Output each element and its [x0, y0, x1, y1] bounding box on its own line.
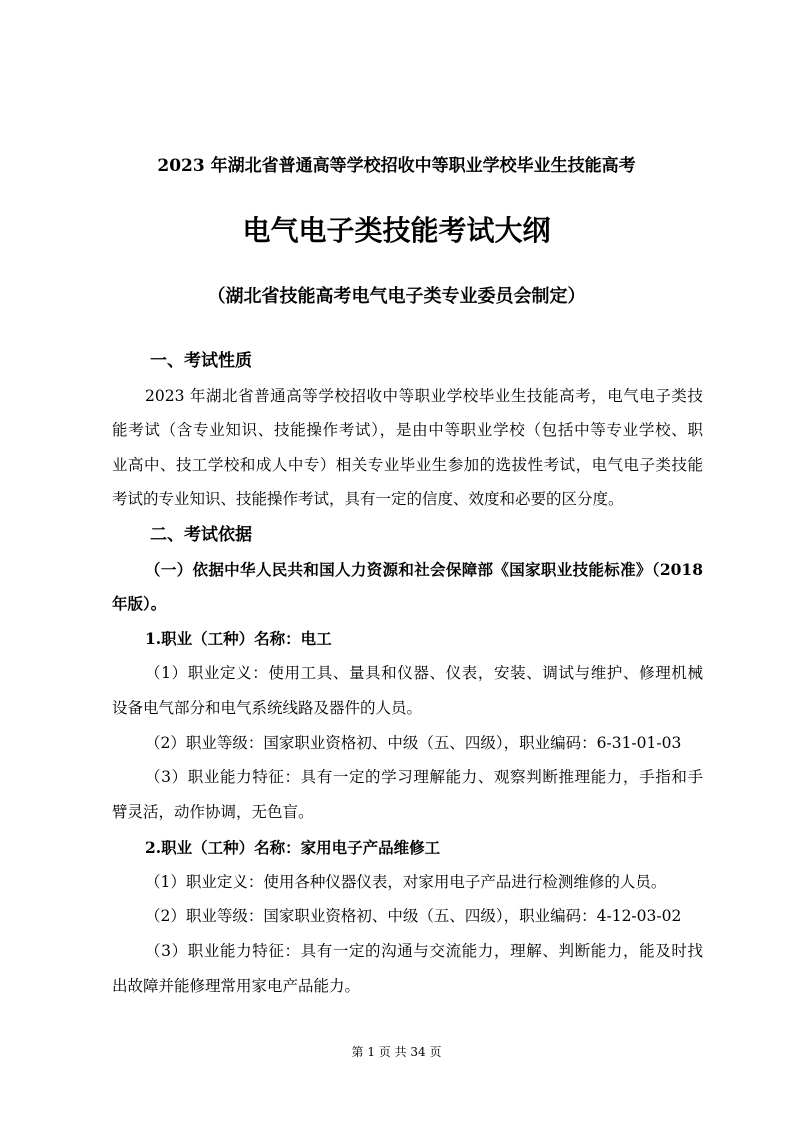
job1-ability: （3）职业能力特征：具有一定的学习理解能力、观察判断推理能力，手指和手 — [145, 768, 703, 786]
job2-ability: 出故障并能修理常用家电产品能力。 — [112, 977, 361, 995]
basis-line: 年版）。 — [112, 594, 167, 613]
job1-definition: （1）职业定义：使用工具、量具和仪器、仪表，安装、调试与维护、修理机械 — [145, 664, 703, 682]
document-subtitle: （湖北省技能高考电气电子类专业委员会制定） — [207, 286, 586, 307]
paragraph-line: 2023 年湖北省普通高等学校招收中等职业学校毕业生技能高考，电气电子类技 — [145, 387, 703, 405]
page-footer: 第 1 页 共 34 页 — [351, 1045, 442, 1059]
paragraph-line: 能考试（含专业知识、技能操作考试），是由中等职业学校（包括中等专业学校、职 — [112, 421, 703, 439]
job2-level: （2）职业等级：国家职业资格初、中级（五、四级），职业编码：4-12-03-02 — [145, 907, 682, 925]
job1-ability: 臂灵活，动作协调，无色盲。 — [112, 803, 314, 821]
basis-line: （一）依据中华人民共和国人力资源和社会保障部《国家职业技能标准》（2018 — [145, 560, 703, 579]
job2-definition: （1）职业定义：使用各种仪器仪表，对家用电子产品进行检测维修的人员。 — [145, 873, 667, 891]
paragraph-line: 考试的专业知识、技能操作考试，具有一定的信度、效度和必要的区分度。 — [112, 490, 624, 508]
paragraph-line: 业高中、技工学校和成人中专）相关专业毕业生参加的选拔性考试，电气电子类技能 — [112, 456, 703, 474]
job2-heading: 2.职业（工种）名称：家用电子产品维修工 — [145, 838, 441, 857]
section1-heading: 一、考试性质 — [150, 351, 252, 371]
job1-heading: 1.职业（工种）名称：电工 — [145, 629, 332, 648]
section2-heading: 二、考试依据 — [150, 525, 252, 545]
document-title-line1: 2023 年湖北省普通高等学校招收中等职业学校毕业生技能高考 — [157, 156, 636, 176]
document-title: 电气电子类技能考试大纲 — [242, 214, 551, 247]
job1-level: （2）职业等级：国家职业资格初、中级（五、四级），职业编码：6-31-01-03 — [145, 734, 682, 752]
job2-ability: （3）职业能力特征：具有一定的沟通与交流能力，理解、判断能力，能及时找 — [145, 942, 703, 960]
job1-definition: 设备电气部分和电气系统线路及器件的人员。 — [112, 699, 423, 717]
